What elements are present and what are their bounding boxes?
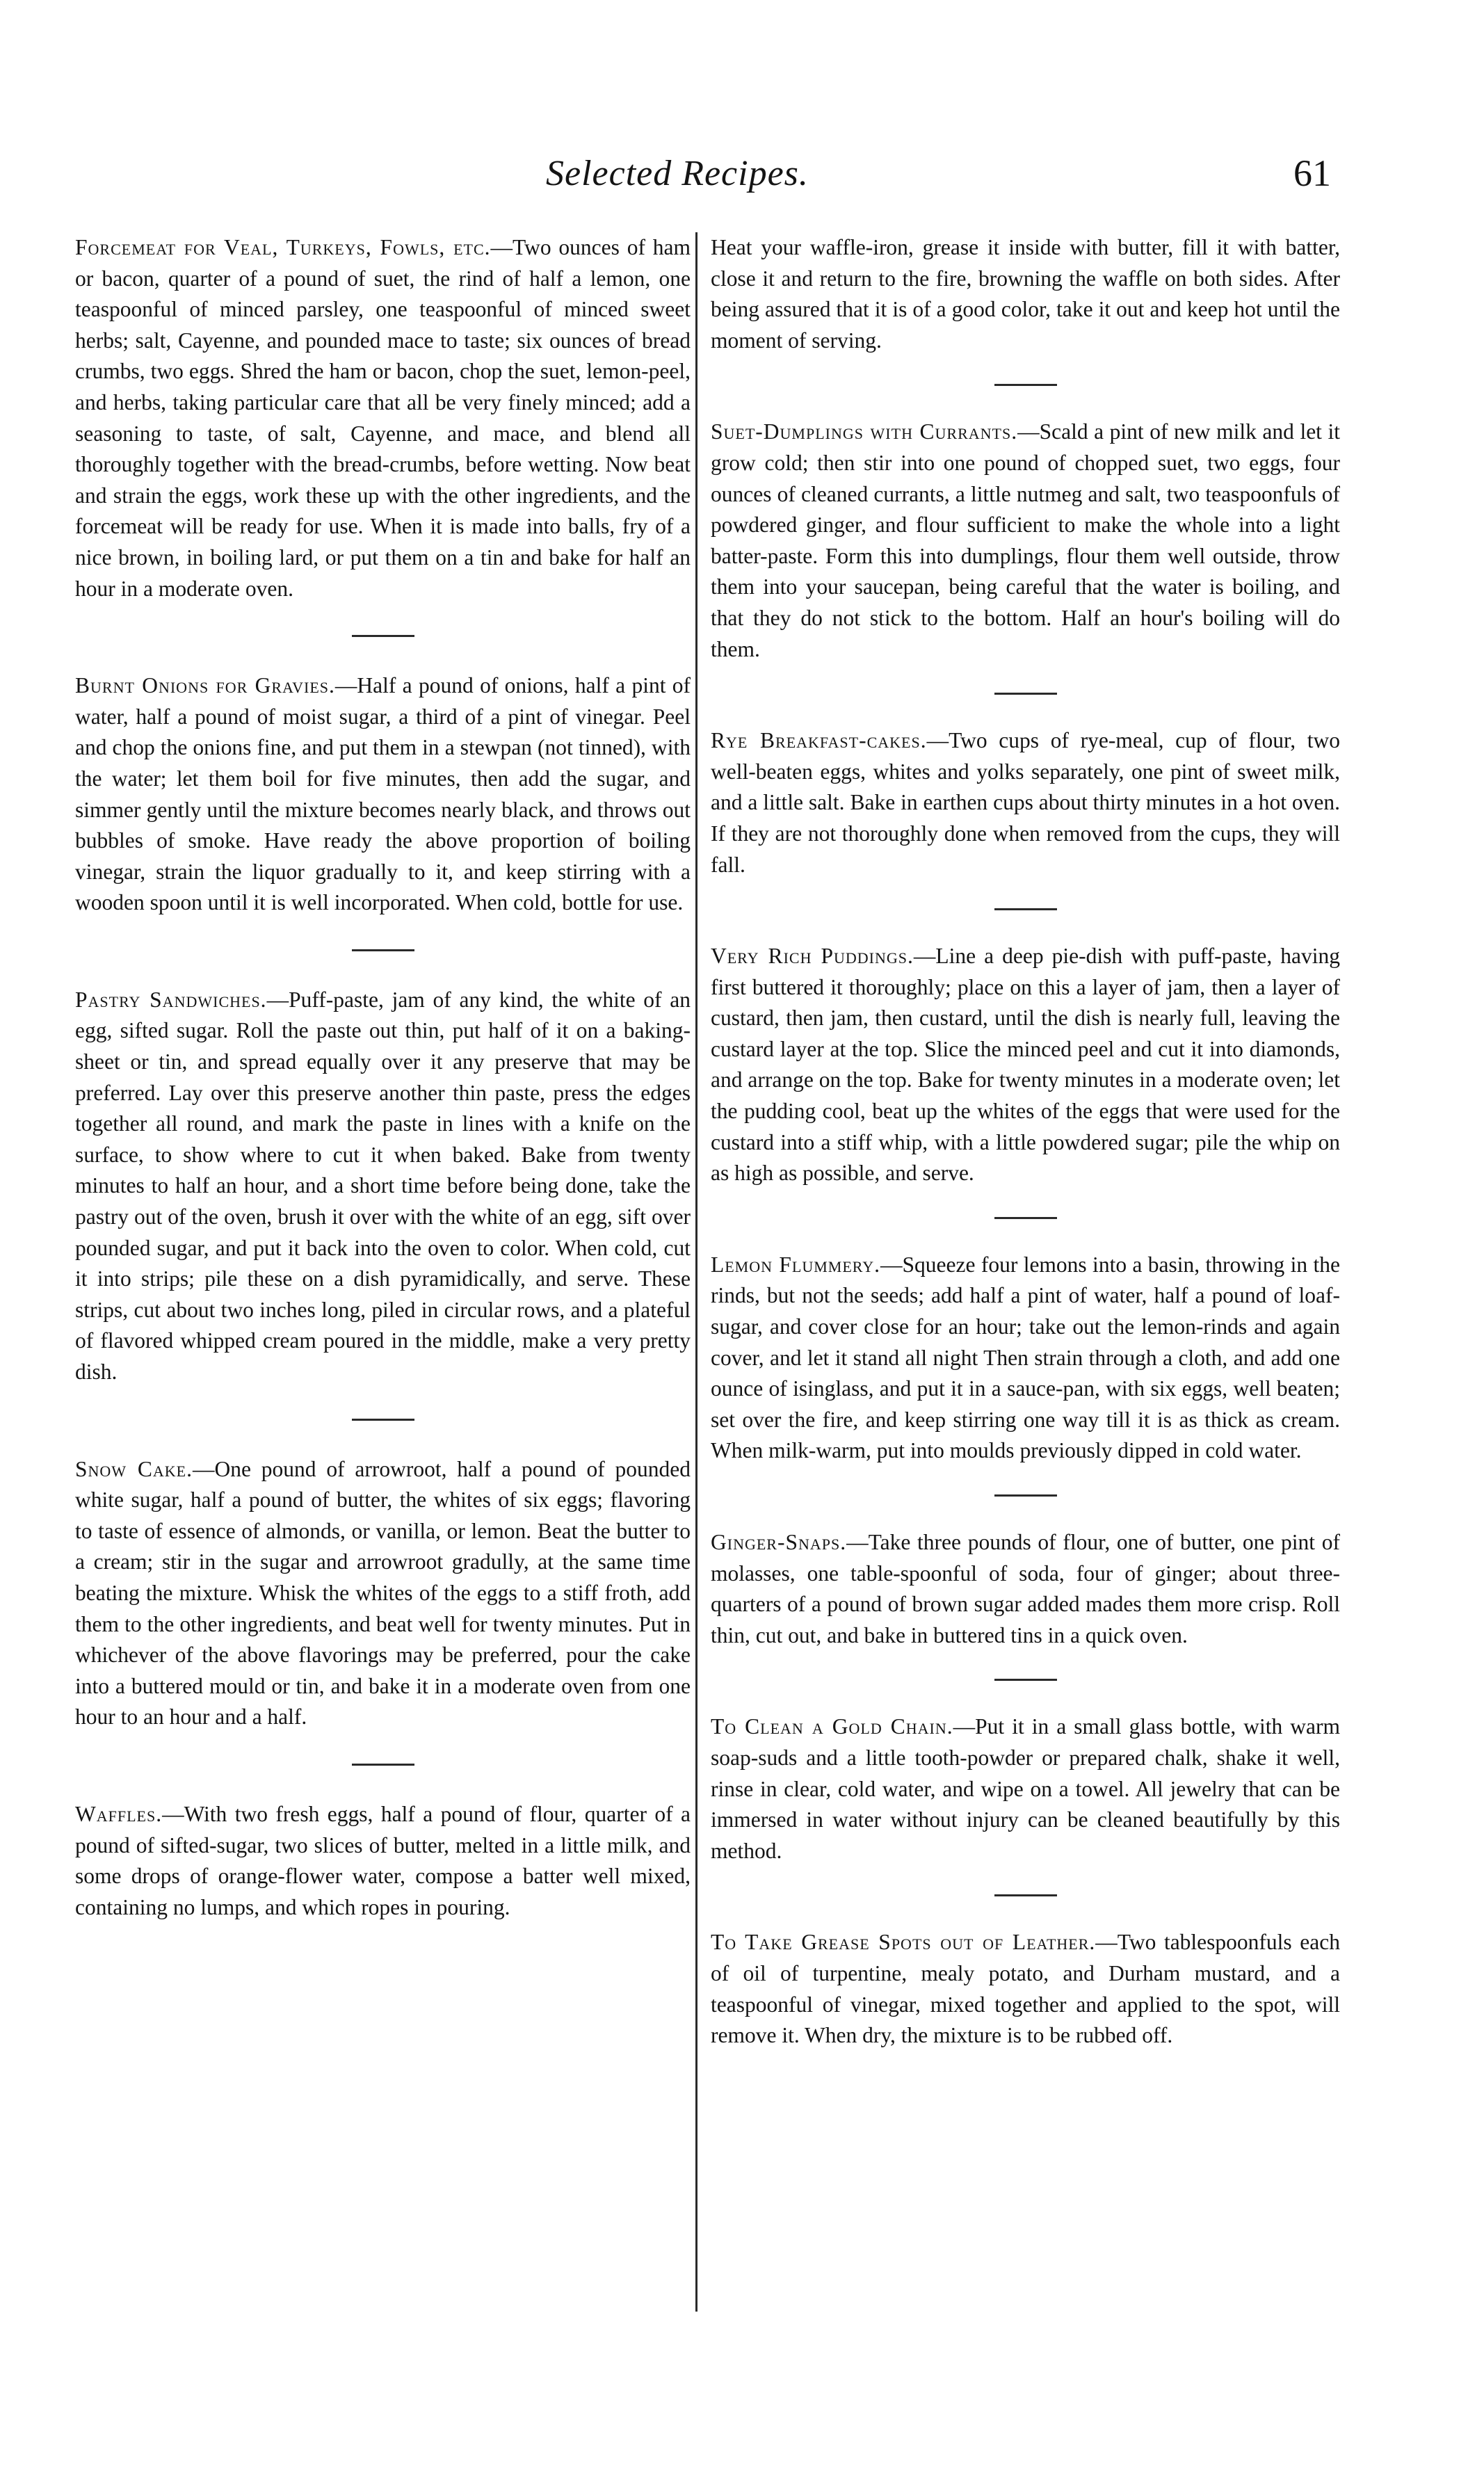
running-title: Selected Recipes. bbox=[546, 154, 809, 193]
section-divider bbox=[994, 693, 1057, 695]
section-divider bbox=[352, 949, 414, 951]
recipe-title: To Take Grease Spots out of Leather. bbox=[711, 1930, 1096, 1955]
recipe-body: —Put it in a small glass bottle, with warm soap-suds and a little tooth-powder or prepared chalk, shake it well, rinse in clear, cold water, and wipe on a towel. All jewelry that can be immersed in water without injury can be cleaned beautifully by this method. bbox=[711, 1714, 1340, 1863]
section-divider bbox=[994, 1494, 1057, 1497]
recipe-paragraph bbox=[711, 1711, 1340, 1867]
recipe-paragraph bbox=[75, 1799, 691, 1923]
recipe-body: —Line a deep pie-dish with puff-paste, having first buttered it thoroughly; place on this a layer of jam, then a layer of custard, then jam, then custard, until the dish is nearly full, leaving the custard layer at the top. Slice the minced peel and cut it into diamonds, and arrange on the top. Bake for twenty minutes in a moderate oven; let the pudding cool, beat up the whites of the eggs that were used for the custard into a stiff whip, with a little powdered sugar; pile the whip on as high as possible, and serve. bbox=[711, 944, 1341, 1186]
recipe-title: Lemon Flummery. bbox=[711, 1252, 881, 1277]
recipe-title: Ginger-Snaps. bbox=[711, 1530, 847, 1554]
recipe-lemon-flummery bbox=[711, 1250, 1340, 1467]
recipe-title: Pastry Sandwiches. bbox=[75, 987, 267, 1012]
recipe-very-rich-puddings bbox=[711, 941, 1340, 1189]
recipe-body: —Two cups of rye-meal, cup of flour, two well-beaten eggs, whites and yolks separately, one pint of sweet milk, and a little salt. Bake in earthen cups about thirty minutes in a hot oven. If they are not thoroughly done when removed from the cups, they will fall. bbox=[711, 728, 1341, 877]
recipe-paragraph bbox=[711, 1927, 1340, 2051]
recipe-body: —Take three pounds of flour, one of butter, one pint of molasses, one table-spoonful of soda, four of ginger; about three-quarters of a pound of brown sugar added mades them more crisp. Roll thin, cut out, and bake in buttered tins in a quick oven. bbox=[711, 1530, 1340, 1647]
recipe-body: —Squeeze four lemons into a basin, throwing in the rinds, but not the seeds; add half a pint of water, half a pound of loaf-sugar, and cover close for an hour; take out the lemon-rinds and again cover, and let it stand all night Then strain through a cloth, and add one ounce of isinglass, and put it in a sauce-pan, with six eggs, well beaten; set over the fire, and keep stirring one way till it is as thick as cream. When milk-warm, put into moulds previously dipped in cold water. bbox=[711, 1252, 1340, 1463]
left-column bbox=[75, 232, 691, 1923]
recipe-title: Rye Breakfast-cakes. bbox=[711, 728, 927, 753]
recipe-paragraph bbox=[75, 985, 691, 1388]
recipe-title: To Clean a Gold Chain. bbox=[711, 1714, 953, 1739]
recipe-suet-dumplings bbox=[711, 417, 1340, 665]
recipe-paragraph bbox=[711, 1250, 1340, 1467]
section-divider bbox=[994, 1894, 1057, 1896]
section-divider bbox=[994, 1679, 1057, 1681]
recipe-body: Heat your waffle-iron, grease it inside with butter, fill it with batter, close it and return to the fire, browning the waffle on both sides. After being assured that it is of a good color, take it out and keep hot until the moment of serving. bbox=[711, 235, 1340, 353]
recipe-forcemeat bbox=[75, 232, 691, 604]
recipe-body: —With two fresh eggs, half a pound of flour, quarter of a pound of sifted-sugar, two slices of butter, melted in a little milk, and some drops of orange-flower water, compose a batter well mixed, containing no lumps, and which ropes in pouring. bbox=[75, 1801, 691, 1919]
recipe-paragraph bbox=[711, 417, 1340, 665]
recipe-body: —Two ounces of ham or bacon, quarter of a pound of suet, the rind of half a lemon, one teaspoonful of minced parsley, one teaspoonful of minced sweet herbs; salt, Cayenne, and pounded mace to taste; six ounces of bread crumbs, two eggs. Shred the ham or bacon, chop the suet, lemon-peel, and herbs, taking particular care that all be very finely minced; add a seasoning to taste, of salt, Cayenne, and mace, and blend all thoroughly together with the bread-crumbs, before wetting. Now beat and strain the eggs, work these up with the other ingredients, and the forcemeat will be ready for use. When it is made into balls, fry of a nice brown, in boiling lard, or put them on a tin and bake for half an hour in a moderate oven. bbox=[75, 235, 691, 601]
section-divider bbox=[352, 1764, 414, 1766]
recipe-paragraph bbox=[75, 232, 691, 604]
section-divider bbox=[352, 1419, 414, 1421]
page-number: 61 bbox=[1293, 152, 1331, 194]
recipe-paragraph bbox=[711, 725, 1340, 880]
section-divider bbox=[994, 384, 1057, 386]
recipe-title: Very Rich Puddings. bbox=[711, 944, 914, 969]
recipe-paragraph bbox=[711, 1527, 1340, 1651]
recipe-rye-breakfast-cakes bbox=[711, 725, 1340, 880]
recipe-paragraph bbox=[75, 670, 691, 919]
recipe-title: Suet-Dumplings with Currants. bbox=[711, 419, 1018, 444]
recipe-title: Forcemeat for Veal, Turkeys, Fowls, etc. bbox=[75, 235, 491, 259]
recipe-burnt-onions bbox=[75, 670, 691, 919]
recipe-body: —One pound of arrowroot, half a pound of pounded white sugar, half a pound of butter, the whites of six eggs; flavoring to taste of essence of almonds, or vanilla, or lemon. Beat the butter to a cream; stir in the sugar and arrowroot gradully, at the same time beating the mixture. Whisk the whites of the eggs to a stiff froth, add them to the other ingredients, and beat well for twenty minutes. Put in whichever of the above flavorings may be preferred, pour the cake into a buttered mould or tin, and bake it in a moderate oven from one hour to an hour and a half. bbox=[75, 1456, 691, 1730]
recipe-snow-cake bbox=[75, 1454, 691, 1733]
recipe-title: Snow Cake. bbox=[75, 1456, 193, 1481]
page-header bbox=[0, 0, 1484, 223]
recipe-title: Burnt Onions for Gravies. bbox=[75, 673, 335, 698]
column-rule bbox=[695, 232, 697, 2312]
section-divider bbox=[994, 1217, 1057, 1219]
recipe-ginger-snaps bbox=[711, 1527, 1340, 1651]
recipe-clean-gold-chain bbox=[711, 1711, 1340, 1867]
recipe-title: Waffles. bbox=[75, 1801, 163, 1826]
recipe-body: —Scald a pint of new milk and let it grow cold; then stir into one pound of chopped suet, two eggs, four ounces of cleaned currants, a little nutmeg and salt, two teaspoonfuls of powdered ginger, and flour sufficient to make the whole into a light batter-paste. Form this into dumplings, flour them well outside, throw them into your saucepan, being careful that the water is boiling, and that they do not stick to the bottom. Half an hour's boiling will do them. bbox=[711, 419, 1340, 661]
recipe-grease-spots-leather bbox=[711, 1927, 1340, 2051]
recipe-paragraph bbox=[711, 232, 1340, 356]
recipe-waffles-continued bbox=[711, 232, 1340, 356]
section-divider bbox=[352, 635, 414, 637]
recipe-paragraph bbox=[75, 1454, 691, 1733]
section-divider bbox=[994, 908, 1057, 910]
recipe-body: —Two tablespoonfuls each of oil of turpentine, mealy potato, and Durham mustard, and a teaspoonful of vinegar, mixed together and applied to the spot, will remove it. When dry, the mixture is to be rubbed off. bbox=[711, 1930, 1340, 2048]
recipe-pastry-sandwiches bbox=[75, 985, 691, 1388]
recipe-body: —Half a pound of onions, half a pint of water, half a pound of moist sugar, a third of a pint of vinegar. Peel and chop the onions fine, and put them in a stewpan (not tinned), with the water; let them boil for five minutes, then add the sugar, and simmer gently until the mixture becomes nearly black, and throws out bubbles of smoke. Have ready the above proportion of boiling vinegar, strain the liquor gradually to it, and keep stirring with a wooden spoon until it is well incorporated. When cold, bottle for use. bbox=[75, 673, 691, 915]
recipe-paragraph bbox=[711, 941, 1340, 1189]
recipe-body: —Puff-paste, jam of any kind, the white of an egg, sifted sugar. Roll the paste out thin, put half of it on a baking-sheet or tin, and spread equally over it any preserve that may be preferred. Lay over this preserve another thin paste, press the edges together all round, and mark the paste in lines with a knife on the surface, to show where to cut it when baked. Bake from twenty minutes to half an hour, and a short time before being done, take the pastry out of the oven, brush it over with the white of an egg, sift over pounded sugar, and put it back into the oven to color. When cold, cut it into strips; pile these on a dish pyramidically, and serve. These strips, cut about two inches long, piled in circular rows, and a plateful of flavored whipped cream poured in the middle, make a very pretty dish. bbox=[75, 987, 691, 1384]
right-column bbox=[711, 232, 1340, 2051]
recipe-waffles bbox=[75, 1799, 691, 1923]
